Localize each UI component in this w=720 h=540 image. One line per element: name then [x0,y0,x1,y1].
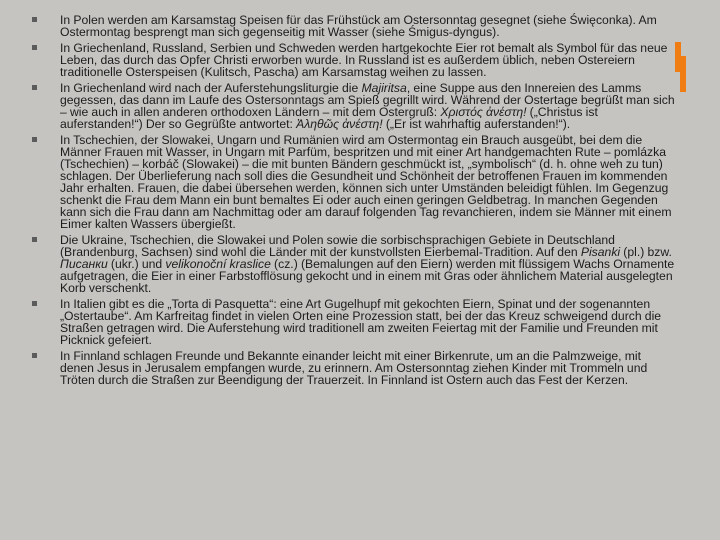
bullet-list [30,14,678,390]
bullet-text: („Christus ist auferstanden!“) Der so Gegrüßte antwortet: [60,104,598,131]
italic-term: Писанки [60,257,108,272]
square-bullet-icon [32,137,37,142]
bullet-text: („Er ist wahrhaftig auferstanden!“). [382,116,571,131]
bullet-text: In Griechenland wird nach der Auferstehungsliturgie die [60,80,362,95]
bullet-text: (pl.) bzw. [620,245,672,260]
bullet-item [30,350,678,386]
bullet-text: In Tschechien, der Slowakei, Ungarn und Rumänien wird am Ostermontag ein Brauch ausgeübt, bei dem die Männer Frauen mit Wasser, in Ungarn mit Parfüm, bespritzen und mit einer Art handgemachten Rute – pomlázka (Tschechien) – korbáč (Slowakei) – die mit bunten Bändern geschmückt ist, „symbolisch“ (d. h. ohne weh zu tun) schlagen. Der Überlieferung nach soll dies die Gesundheit und Schönheit der betroffenen Frauen im kommenden Jahr erhalten. Frauen, die dabei übersehen werden, können sich unter Umständen beleidigt fühlen. Im Gegenzug schenkt die Frau dem Mann ein bunt bemaltes Ei oder auch einen geringen Geldbetrag. In manchen Gegenden kann sich die Frau dann am Nachmittag oder am darauf folgenden Tag revanchieren, indem sie Männer mit einem Eimer kalten Wassers übergießt. [60,132,672,232]
bullet-item [30,82,678,130]
bullet-item [30,14,678,38]
bullet-text: , eine Suppe aus den Innereien des Lamms gegessen, das dann im Laufe des Ostersonntags am Spieß gegrillt wird. Während der Ostertage begrüßt man sich – wie auch in allen anderen orthodoxen Ländern – mit dem Ostergruß: [60,80,675,119]
square-bullet-icon [32,301,37,306]
italic-term: velikonoční kraslice [165,257,271,272]
bullet-item [30,42,678,78]
bullet-text: Die Ukraine, Tschechien, die Slowakei und Polen sowie die sorbischsprachigen Gebiete in Deutschland (Brandenburg, Sachsen) sind wohl die Länder mit der kunstvollsten Eierbemal-Tradition. Auf den [60,232,615,260]
square-bullet-icon [32,237,37,242]
italic-term: Pisanki [580,245,621,260]
bullet-item [30,134,678,231]
bullet-text: In Finnland schlagen Freunde und Bekannte einander leicht mit einer Birkenrute, um an die Palmzweige, mit denen Jesus in Jerusalem empfangen wurde, zu erinnern. Am Ostersonntag ziehen Kinder mit Trommeln und Tröten durch die Straßen zur Beendigung der Trauerzeit. In Finnland ist Ostern auch das Fest der Kerzen. [60,349,648,388]
italic-term: Majiritsa [361,80,407,95]
bullet-text: In Polen werden am Karsamstag Speisen für das Frühstück am Ostersonntag gesegnet (siehe Święconka). Am Ostermontag besprengt man sich gegenseitig mit Wasser (siehe Śmigus-dyngus). [60,13,657,40]
bullet-text: In Italien gibt es die „Torta di Pasquetta“: eine Art Gugelhupf mit gekochten Eiern, Spinat und der sogenannten „Ostertaube“. Am Karfreitag findet in vielen Orten eine Prozession statt, bei der das Kreuz schweigend durch die Straßen getragen wird. Die Auferstehung wird traditionell am zweiten Feiertag mit der Familie und Freunden mit Picknick gefeiert. [60,297,662,348]
italic-term: Χριστός ἀνέστη! [440,104,527,119]
bullet-item [30,234,678,294]
bullet-text: In Griechenland, Russland, Serbien und Schweden werden hartgekochte Eier rot bemalt als Symbol für das neue Leben, das durch das Opfer Christi erworben wurde. In Russland ist es außerdem üblich, neben Ostereiern traditionelle Osterspeisen (Kulitsch, Pascha) am Karsamstag weihen zu lassen. [60,40,668,79]
bullet-text: (ukr.) und [107,257,166,272]
italic-term: Ἀληθῶς ἀνέστη! [296,116,383,131]
bullet-item [30,298,678,346]
accent-bar [680,56,686,92]
square-bullet-icon [32,85,37,90]
bullet-text: (cz.) (Bemalungen auf den Eiern) werden mit flüssigem Wachs Ornamente aufgetragen, die Eier in einer Farbstofflösung gekocht und in einem mit Gras oder ähnlichem Material ausgelegten Korb verschenkt. [60,257,675,296]
square-bullet-icon [32,45,37,50]
square-bullet-icon [32,17,37,22]
square-bullet-icon [32,353,37,358]
